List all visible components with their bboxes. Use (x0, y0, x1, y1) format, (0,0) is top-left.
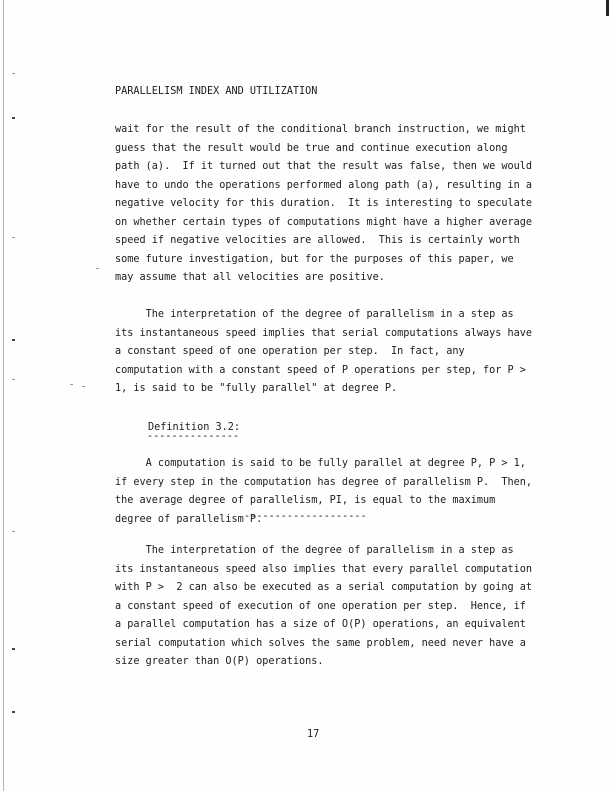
paragraph-1-line: on whether certain types of computations might have a higher average (115, 217, 533, 228)
margin-speck (12, 379, 15, 380)
paragraph-3-line: its instantaneous speed also implies that every parallel computation (115, 564, 533, 575)
margin-mark (12, 648, 15, 650)
paragraph-1-line: guess that the result would be true and continue execution along (115, 143, 508, 154)
paragraph-3-line: a constant speed of execution of one operation per step. Hence, if (115, 601, 526, 612)
scan-left-edge (3, 0, 4, 791)
section-heading: PARALLELISM INDEX AND UTILIZATION (115, 86, 318, 97)
paragraph-1-line: may assume that all velocities are positive. (115, 272, 385, 283)
margin-speck (82, 386, 85, 387)
margin-speck (70, 384, 73, 385)
paragraph-2-line: computation with a constant speed of P operations per step, for P > (115, 365, 526, 376)
margin-mark (12, 117, 15, 119)
paragraph-3-line: The interpretation of the degree of parallelism in a step as (115, 545, 514, 556)
paragraph-3-line: size greater than O(P) operations. (115, 656, 324, 667)
scan-right-edge-mark (606, 0, 609, 16)
paragraph-3-line: with P > 2 can also be executed as a serial computation by going at (115, 582, 533, 593)
paragraph-1-line: negative velocity for this duration. It is interesting to speculate (115, 198, 533, 209)
paragraph-2-line: 1, is said to be "fully parallel" at degree P. (115, 383, 398, 394)
paragraph-1-line: speed if negative velocities are allowed. This is certainly worth (115, 235, 520, 246)
definition-title: Definition 3.2: (148, 422, 241, 433)
paragraph-2-line: a constant speed of one operation per step. In fact, any (115, 346, 465, 357)
paragraph-1-line: path (a). If it turned out that the result was false, then we would (115, 161, 533, 172)
margin-speck (12, 531, 15, 532)
definition-line: A computation is said to be fully parallel at degree P, P > 1, (115, 458, 526, 469)
margin-mark (12, 711, 15, 713)
margin-speck (12, 73, 15, 74)
paragraph-1-line: some future investigation, but for the purposes of this paper, we (115, 254, 514, 265)
paragraph-3-line: serial computation which solves the same problem, need never have a (115, 638, 526, 649)
paragraph-1-line: have to undo the operations performed along path (a), resulting in a (115, 180, 533, 191)
definition-line: if every step in the computation has degree of parallelism P. Then, (115, 477, 533, 488)
margin-speck (96, 268, 99, 269)
margin-mark (12, 339, 15, 341)
paragraph-2-line: The interpretation of the degree of parallelism in a step as (115, 309, 514, 320)
paragraph-3-line: a parallel computation has a size of O(P) operations, an equivalent (115, 619, 526, 630)
margin-speck (12, 237, 15, 238)
section-separator: -------------------- (244, 511, 367, 522)
definition-line: the average degree of parallelism, PI, is equal to the maximum (115, 495, 496, 506)
paragraph-2-line: its instantaneous speed implies that serial computations always have (115, 328, 533, 339)
definition-underline: --------------- (147, 431, 240, 442)
paragraph-1-line: wait for the result of the conditional branch instruction, we might (115, 124, 526, 135)
page-number: 17 (307, 729, 320, 740)
definition-line: degree of parallelism P. (115, 514, 263, 525)
